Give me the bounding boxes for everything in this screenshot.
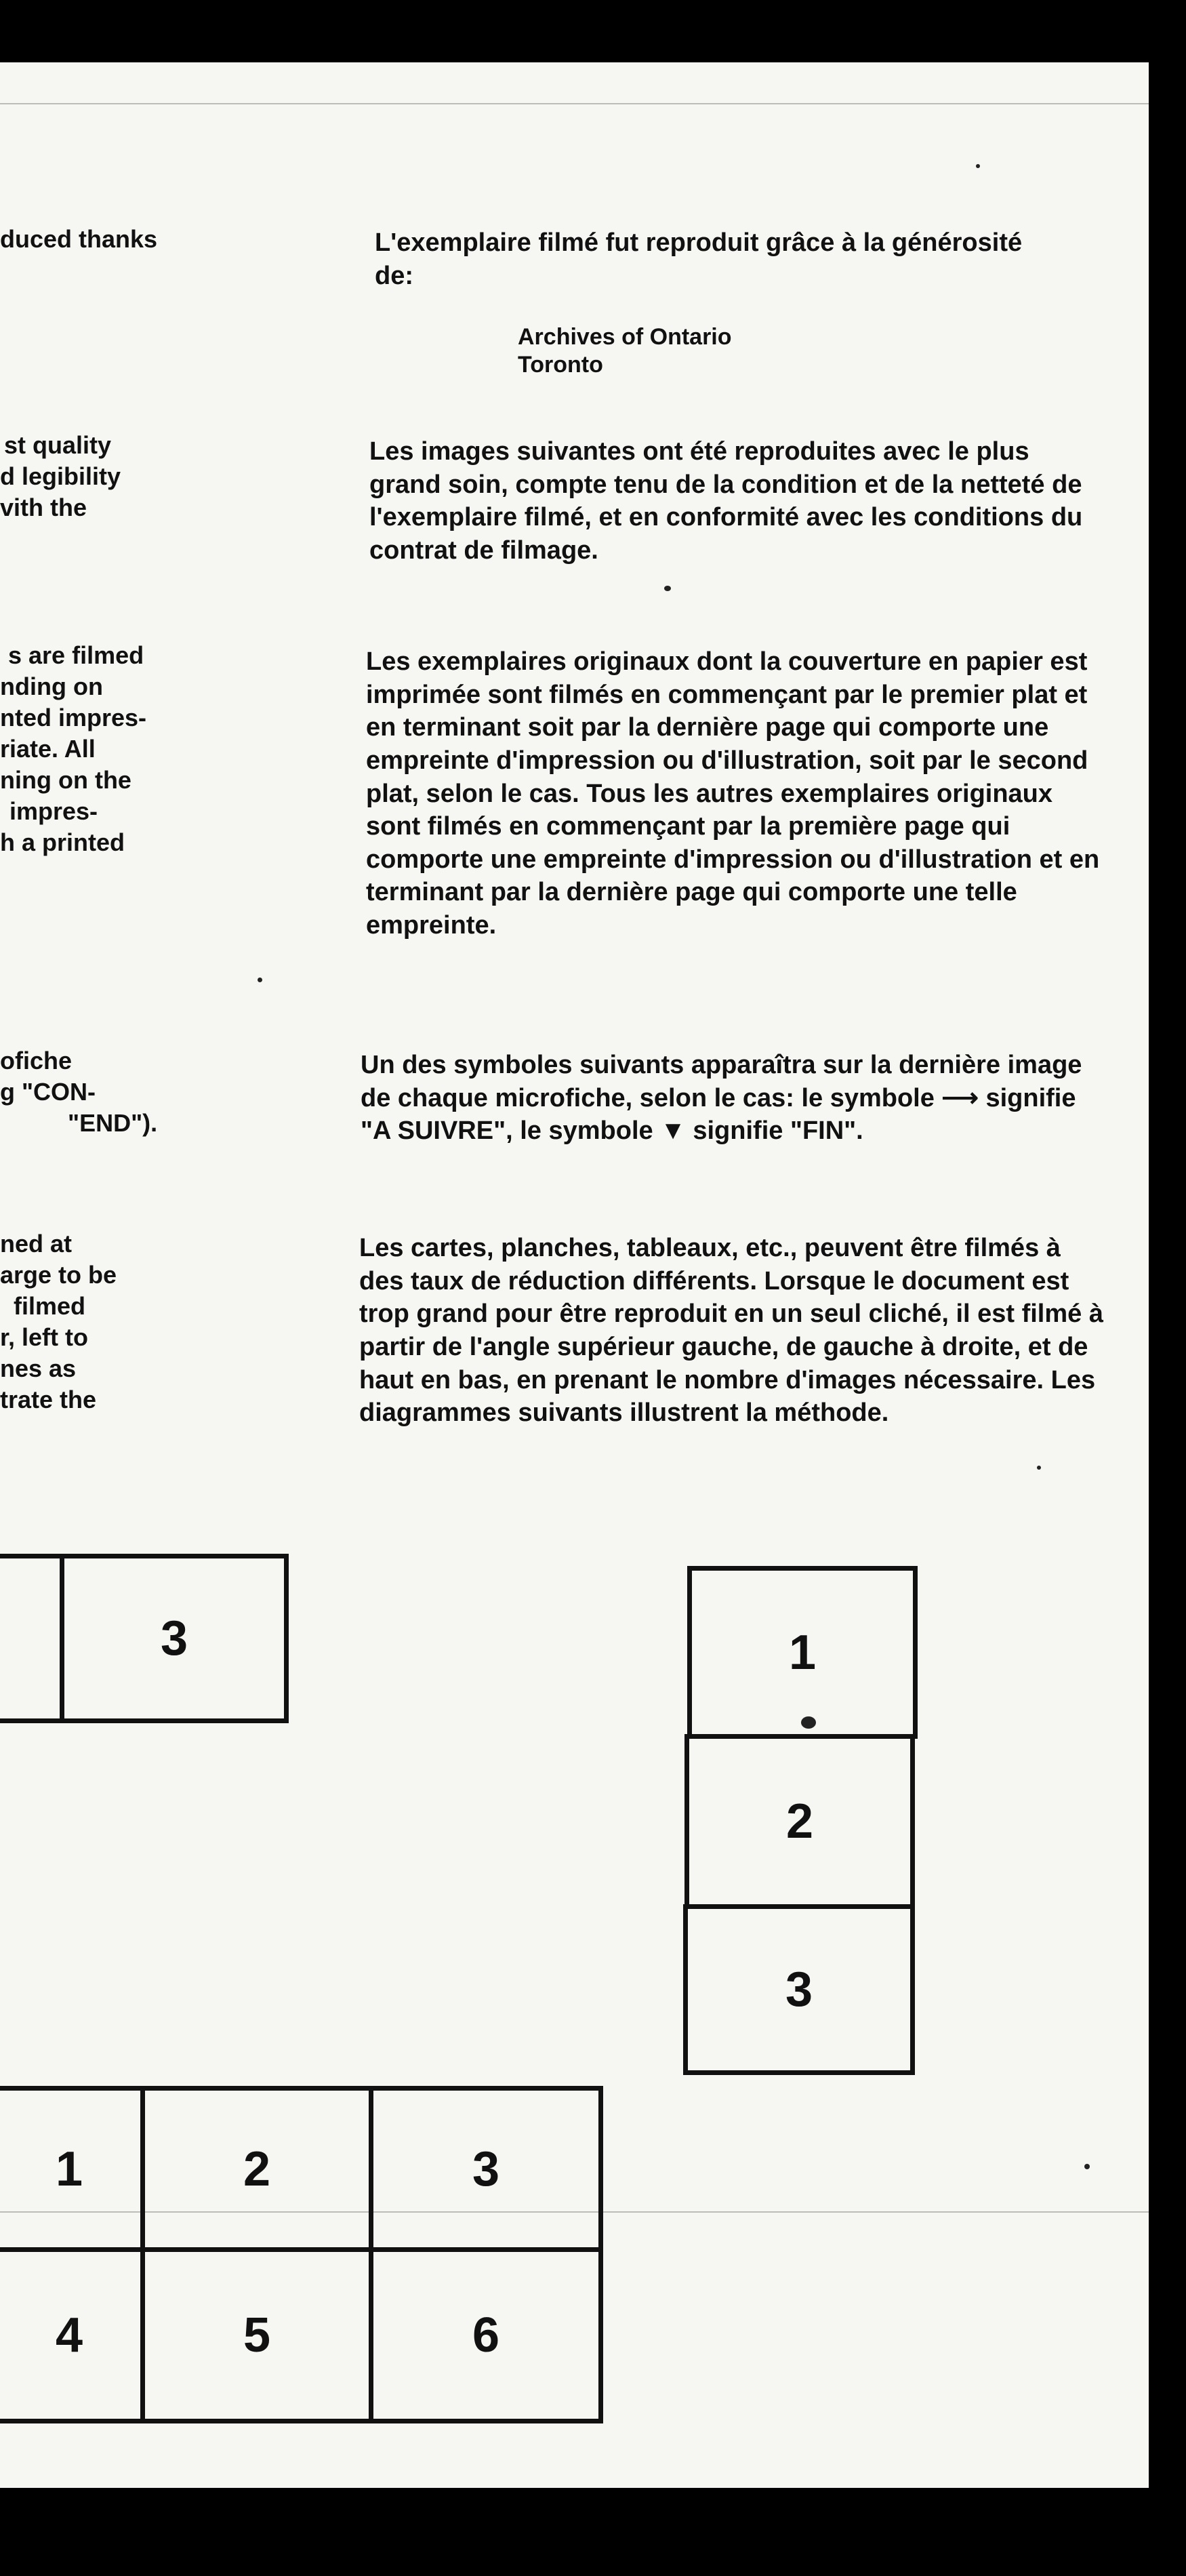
diagram-vertical-cell-2: 2: [684, 1734, 915, 1909]
diagram-vertical-cell-1: 1: [687, 1566, 918, 1739]
diagram-top-cell-3: 3: [60, 1554, 289, 1723]
diagram-grid-cell-6: 6: [369, 2247, 603, 2423]
left-fragment-1: duced thanks: [0, 225, 158, 253]
paragraph-filming-quality: Les images suivantes ont été reproduites avec le plus grand soin, compte tenu de la condition et de la netteté de l'exemplaire filmé, et en conformité avec les conditions du contrat de filmage.: [369, 437, 1083, 565]
diagram-top-cell-2: [0, 1554, 64, 1723]
film-speck: [1037, 1466, 1041, 1470]
page-crease: [0, 103, 1149, 104]
diagram-grid-cell-5: 5: [140, 2247, 373, 2423]
film-speck: [976, 164, 980, 168]
intro-text: L'exemplaire filmé fut reproduit grâce à la générosité de:: [375, 228, 1023, 290]
microfilm-page: [0, 62, 1149, 2488]
institution-name: Archives of Ontario: [518, 324, 732, 350]
diagram-grid-cell-3: 3: [369, 2086, 603, 2252]
paragraph-symbols: Un des symboles suivants apparaîtra sur la dernière image de chaque microfiche, selon le cas: le symbole ⟶ signifie "A SUIVRE", le symbole ▼ signifie "FIN".: [361, 1051, 1082, 1146]
film-speck: [664, 586, 671, 591]
left-fragment-5: ned at arge to be filmed r, left to nes as trate the: [0, 1230, 117, 1414]
paragraph-originals: Les exemplaires originaux dont la couverture en papier est imprimée sont filmés en commençant par le premier plat et en terminant soit par la dernière page qui comporte une empreinte d'impression ou d'illustration, soit par le second plat, selon le cas. Tous les autres exemplaires originaux sont filmés en commençant par la première page qui comporte une empreinte d'impression ou d'illustration et en terminant par la dernière page qui comporte une telle empreinte.: [366, 647, 1100, 940]
institution-city: Toronto: [518, 351, 603, 378]
institution-block: [518, 323, 732, 379]
left-fragment-4: ofiche g "CON- "END").: [0, 1047, 158, 1138]
diagram-grid-cell-4: 4: [0, 2247, 145, 2423]
film-speck: [258, 978, 262, 982]
film-speck: [801, 1716, 816, 1729]
film-speck: [1084, 2164, 1090, 2169]
left-fragment-2: st quality d legibility vith the: [0, 431, 121, 522]
diagram-grid-cell-2: 2: [140, 2086, 373, 2252]
left-fragment-3: s are filmed nding on nted impres- riate. All ning on the impres- h a printed: [0, 641, 147, 857]
diagram-vertical-cell-3: 3: [683, 1904, 915, 2075]
paragraph-reduction: Les cartes, planches, tableaux, etc., peuvent être filmés à des taux de réduction différents. Lorsque le document est trop grand pour être reproduit en un seul cliché, il est filmé à partir de l'angle supérieur gauche, de gauche à droite, et de haut en bas, en prenant le nombre d'images nécessaire. Les diagrammes suivants illustrent la méthode.: [359, 1234, 1103, 1428]
diagram-grid-cell-1: 1: [0, 2086, 145, 2252]
